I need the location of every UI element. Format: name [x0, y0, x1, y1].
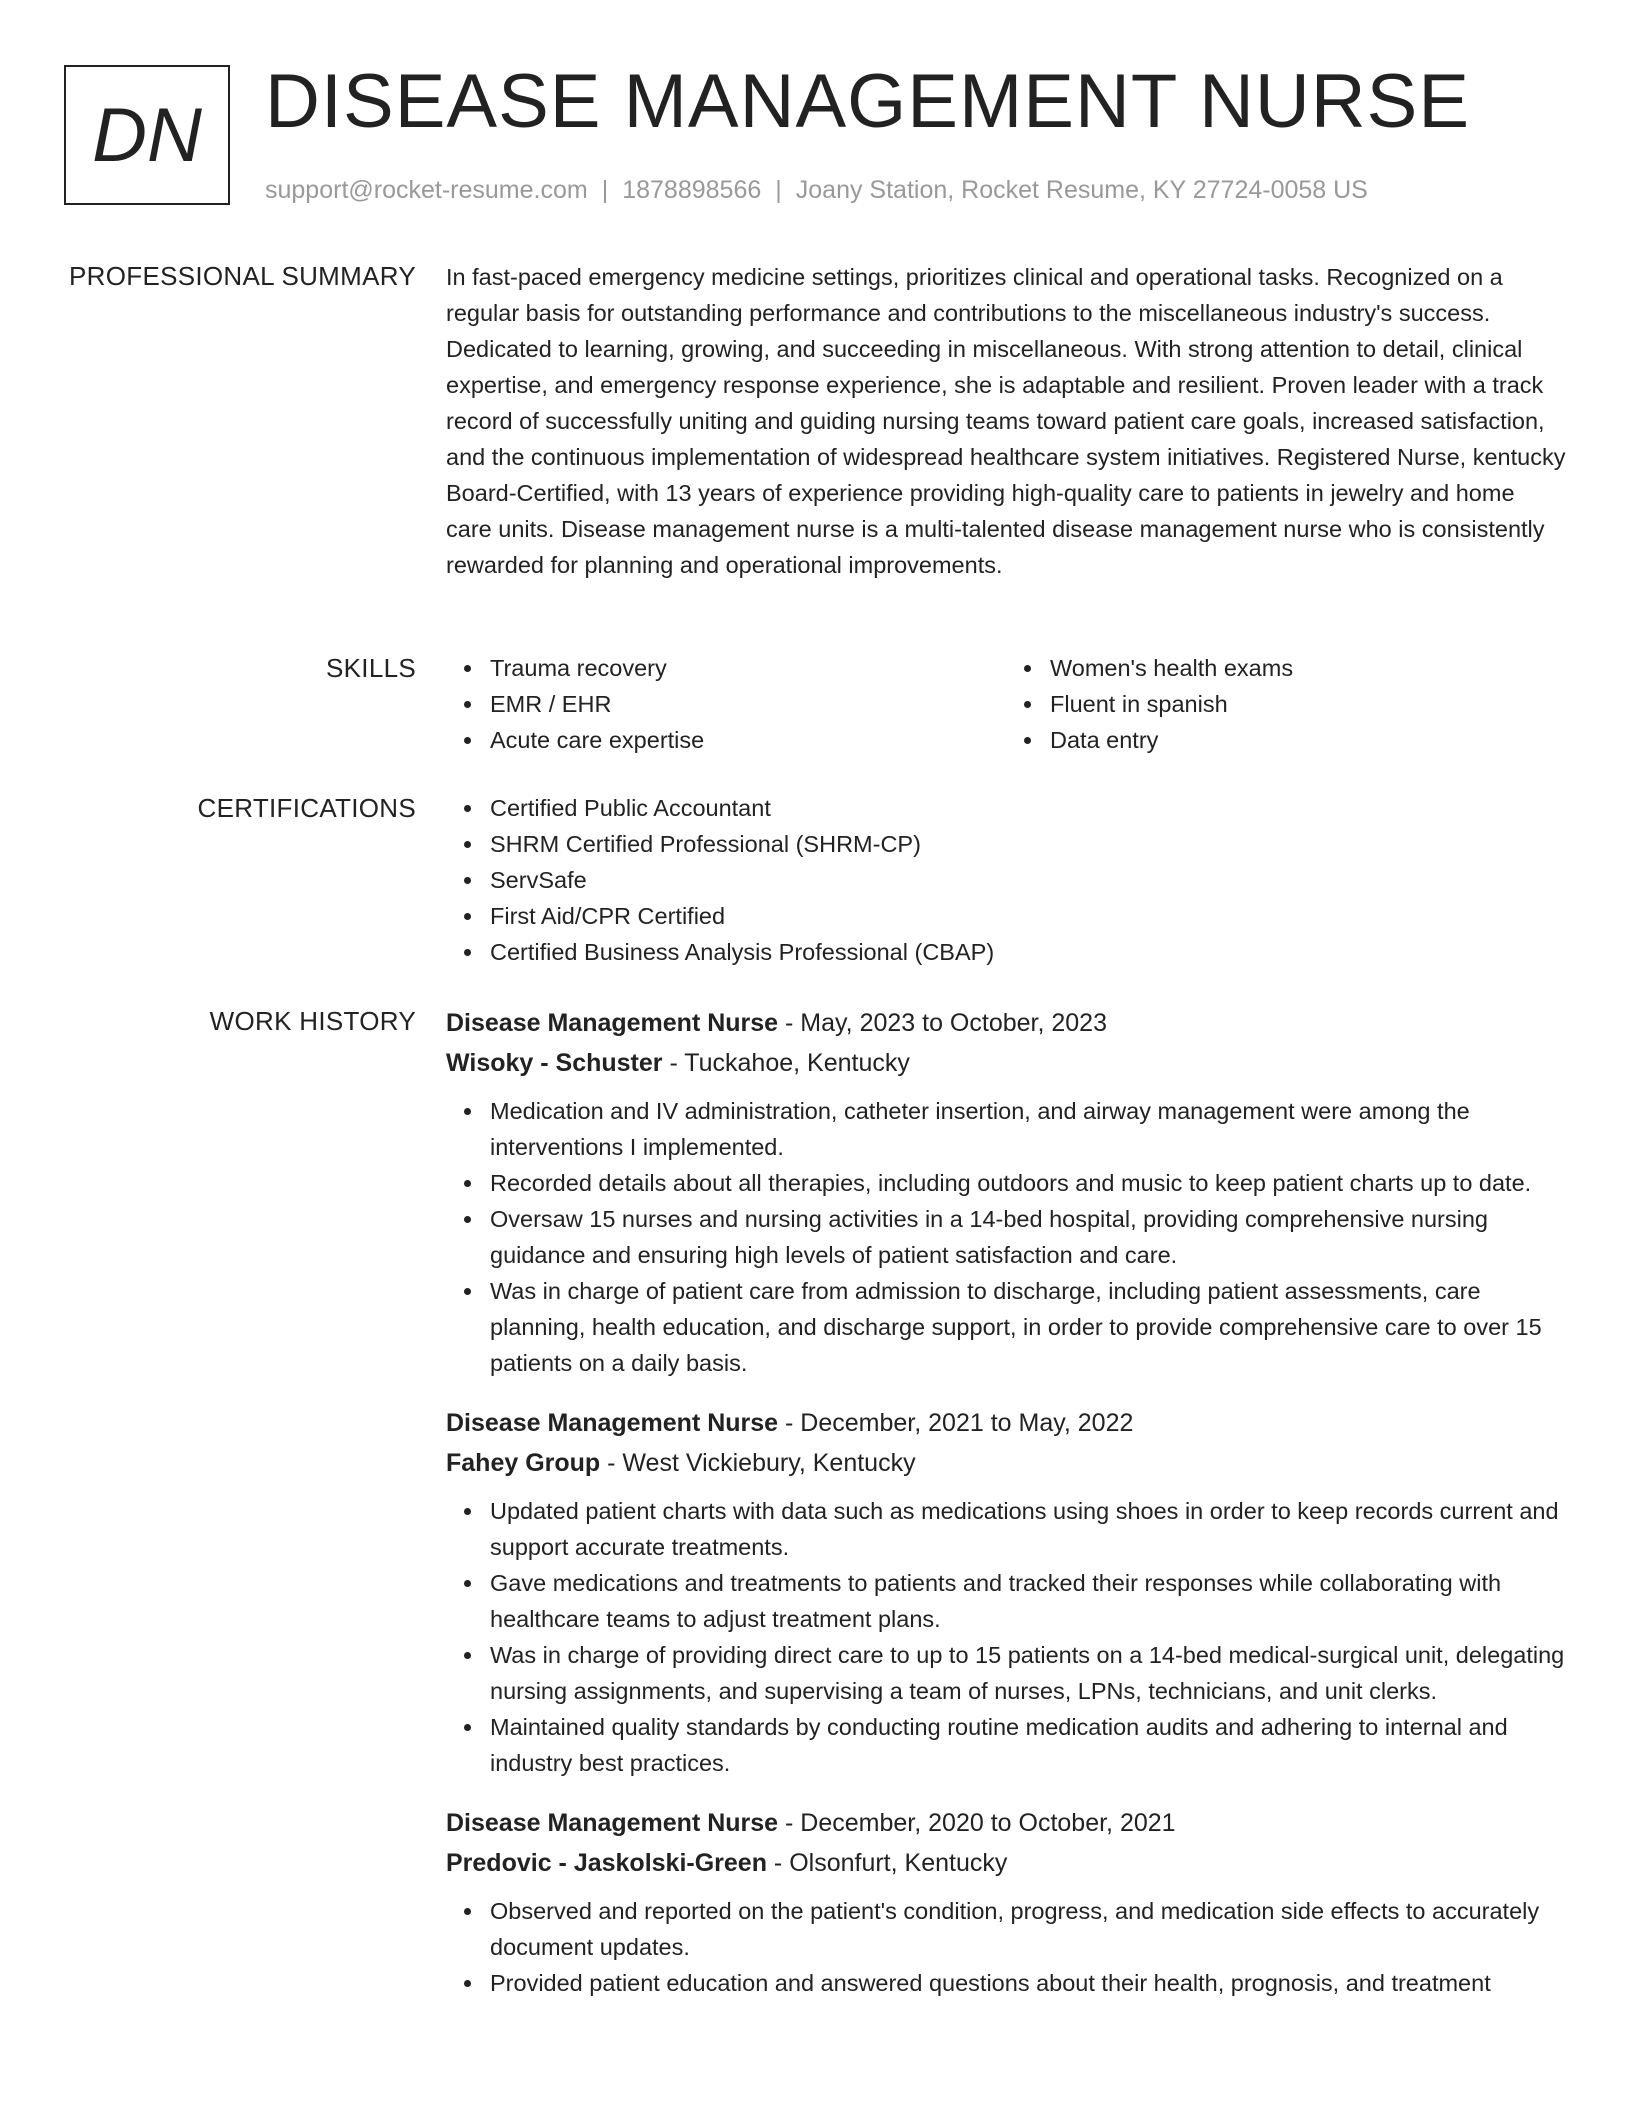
- job-bullet: Maintained quality standards by conducting routine medication audits and adhering to internal and industry best practices.: [490, 1709, 1566, 1781]
- certification-item: SHRM Certified Professional (SHRM-CP): [490, 826, 1566, 862]
- certification-item: First Aid/CPR Certified: [490, 898, 1566, 934]
- job-location: - Olsonfurt, Kentucky: [766, 1849, 1008, 1877]
- skill-item: Acute care expertise: [490, 722, 1006, 758]
- job-bullet: Observed and reported on the patient's condition, progress, and medication side effects to accurately document updates.: [490, 1893, 1566, 1965]
- skill-item: EMR / EHR: [490, 686, 1006, 722]
- job-company-line: [446, 1043, 1566, 1083]
- job-title-line: [446, 1003, 1566, 1043]
- job-bullet: Gave medications and treatments to patients and tracked their responses while collaborating with healthcare teams to adjust treatment plans.: [490, 1565, 1566, 1637]
- job-company: Wisoky - Schuster: [446, 1049, 663, 1077]
- section-label-certifications: CERTIFICATIONS: [197, 793, 416, 823]
- job-bullet: Medication and IV administration, catheter insertion, and airway management were among the interventions I implemented.: [490, 1093, 1566, 1165]
- job-title: Disease Management Nurse: [446, 1009, 779, 1037]
- contact-line: [265, 174, 1368, 206]
- skill-item: Data entry: [1050, 722, 1566, 758]
- separator: |: [775, 176, 782, 204]
- skills-list-right: [1006, 650, 1566, 758]
- separator: |: [601, 176, 609, 204]
- job-bullet: Oversaw 15 nurses and nursing activities in a 14-bed hospital, providing comprehensive nursing guidance and ensuring high levels of patient satisfaction and care.: [490, 1201, 1566, 1273]
- section-label-skills: SKILLS: [326, 653, 416, 683]
- job-entry: [446, 1003, 1566, 1381]
- job-bullet: Provided patient education and answered questions about their health, prognosis, and treatment: [490, 1965, 1566, 2001]
- job-title: Disease Management Nurse: [446, 1409, 779, 1437]
- skill-item: Fluent in spanish: [1050, 686, 1566, 722]
- skill-item: Trauma recovery: [490, 650, 1006, 686]
- job-location: - Tuckahoe, Kentucky: [662, 1049, 910, 1077]
- job-title: Disease Management Nurse: [446, 1809, 779, 1837]
- job-company: Predovic - Jaskolski-Green: [446, 1849, 767, 1877]
- job-bullets: [446, 1893, 1566, 2001]
- job-entry: [446, 1403, 1566, 1781]
- job-bullet: Was in charge of patient care from admission to discharge, including patient assessments, care planning, health education, and discharge support, in order to provide comprehensive care to over 15 patients on a daily basis.: [490, 1273, 1566, 1381]
- job-bullets: [446, 1093, 1566, 1381]
- certification-item: ServSafe: [490, 862, 1566, 898]
- job-bullet: Updated patient charts with data such as medications using shoes in order to keep records current and support accurate treatments.: [490, 1493, 1566, 1565]
- job-bullets: [446, 1493, 1566, 1781]
- contact-email[interactable]: support@rocket-resume.com: [265, 176, 588, 204]
- certification-item: Certified Business Analysis Professional (CBAP): [490, 934, 1566, 970]
- contact-address: Joany Station, Rocket Resume, KY 27724-0058 US: [795, 176, 1368, 204]
- job-entry: [446, 1803, 1566, 2001]
- certification-item: Certified Public Accountant: [490, 790, 1566, 826]
- job-dates: - December, 2021 to May, 2022: [778, 1409, 1134, 1437]
- resume-title: DISEASE MANAGEMENT NURSE: [265, 59, 1471, 144]
- job-company-line: [446, 1443, 1566, 1483]
- job-dates: - December, 2020 to October, 2021: [778, 1809, 1176, 1837]
- job-bullet: Was in charge of providing direct care to up to 15 patients on a 14-bed medical-surgical unit, delegating nursing assignments, and supervising a team of nurses, LPNs, technicians, and unit clerks.: [490, 1637, 1566, 1709]
- job-company: Fahey Group: [446, 1449, 601, 1477]
- section-label-summary: PROFESSIONAL SUMMARY: [69, 261, 416, 291]
- job-title-line: [446, 1403, 1566, 1443]
- job-title-line: [446, 1803, 1566, 1843]
- job-dates: - May, 2023 to October, 2023: [778, 1009, 1107, 1037]
- job-location: - West Vickiebury, Kentucky: [600, 1449, 916, 1477]
- job-bullet: Recorded details about all therapies, including outdoors and music to keep patient charts up to date.: [490, 1165, 1566, 1201]
- skills-list-left: [446, 650, 1006, 758]
- contact-phone[interactable]: 1878898566: [622, 176, 762, 204]
- certifications-list: [446, 790, 1566, 970]
- skill-item: Women's health exams: [1050, 650, 1566, 686]
- monogram-text: DN: [92, 92, 202, 178]
- section-label-work-history: WORK HISTORY: [209, 1006, 416, 1036]
- summary-text: In fast-paced emergency medicine settings, prioritizes clinical and operational tasks. Recognized on a regular basis for outstanding performance and contributions to the miscellaneous industry's success. Dedicated to learning, growing, and succeeding in miscellaneous. With strong attention to detail, clinical expertise, and emergency response experience, she is adaptable and resilient. Proven leader with a track record of successfully uniting and guiding nursing teams toward patient care goals, increased satisfaction, and the continuous implementation of widespread healthcare system initiatives. Registered Nurse, kentucky Board-Certified, with 13 years of experience providing high-quality care to patients in jewelry and home care units. Disease management nurse is a multi-talented disease management nurse who is consistently rewarded for planning and operational improvements.: [446, 264, 1566, 578]
- skills-grid: [446, 650, 1566, 758]
- monogram-logo: [64, 65, 230, 205]
- job-company-line: [446, 1843, 1566, 1883]
